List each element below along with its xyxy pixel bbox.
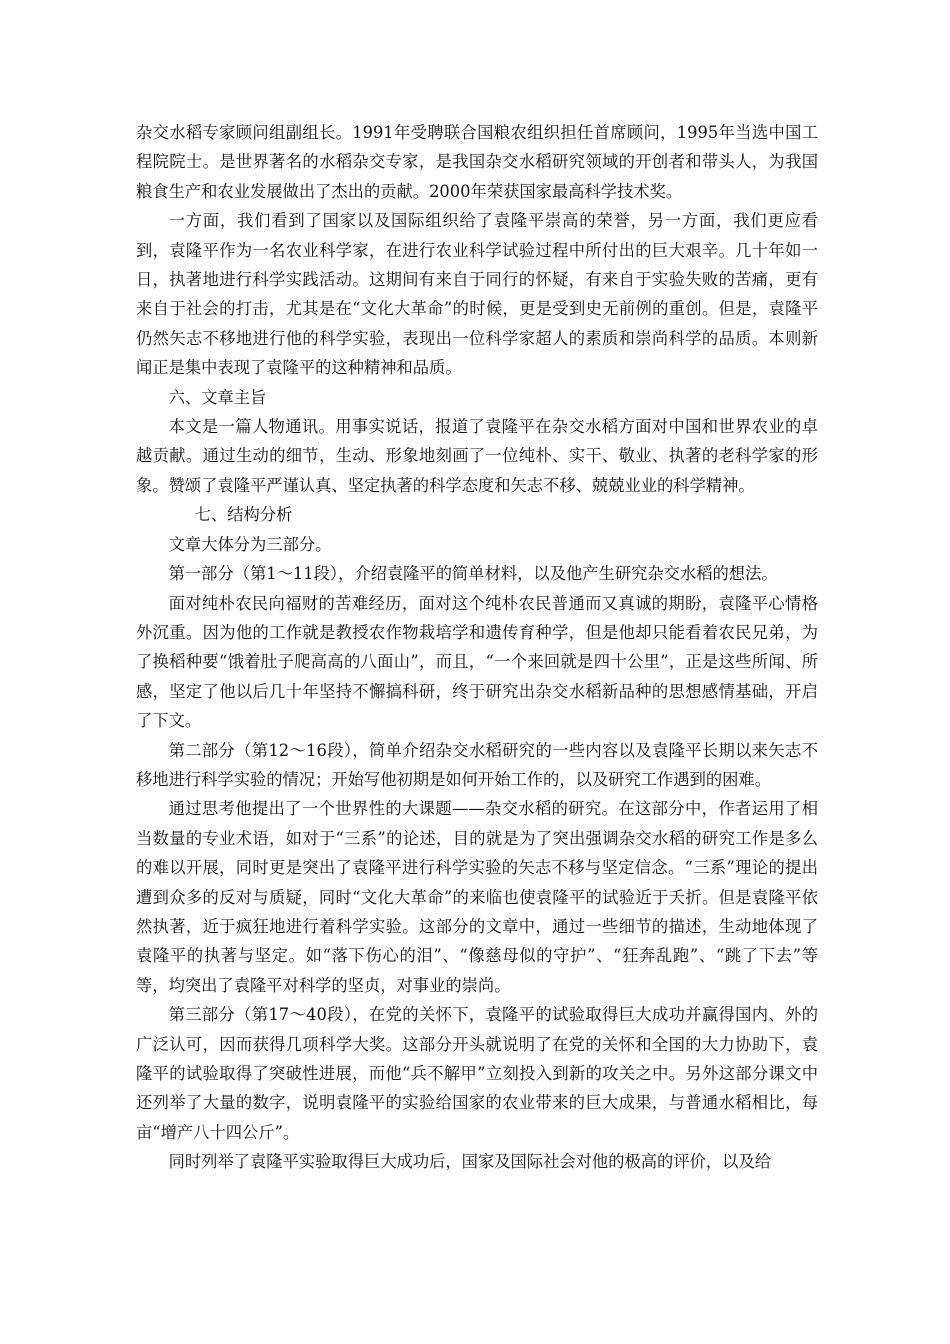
paragraph-part-two: 第二部分（第12～16段），简单介绍杂交水稻研究的一些内容以及袁隆平长期以来矢志不移地进行科学实验的情况；开始写他初期是如何开始工作的，以及研究工作遇到的困难。 [136,740,818,789]
document-page [136,118,818,1177]
section-heading-structure: 七、结构分析 [194,505,293,525]
paragraph-part-one: 第一部分（第1～11段），介绍袁隆平的简单材料，以及他产生研究杂交水稻的想法。 [168,564,778,584]
paragraph-continuation: 杂交水稻专家顾问组副组长。1991年受聘联合国粮农组织担任首席顾问，1995年当选中国工程院院士。是世界著名的水稻杂交专家，是我国杂交水稻研究领域的开创者和带头人，为我国粮食生产和农业发展做出了杰出的贡献。2000年荣获国家最高科学技术奖。 [136,123,818,201]
paragraph-part-three-detail: 同时列举了袁隆平实验取得巨大成功后，国家及国际社会对他的极高的评价，以及给 [168,1152,772,1172]
paragraph-part-one-detail: 面对纯朴农民向福财的苦难经历，面对这个纯朴农民普通而又真诚的期盼，袁隆平心情格外沉重。因为他的工作就是教授农作物栽培学和遗传育种学，但是他却只能看着农民兄弟，为了换稻种要“饿着肚子爬高高的八面山”，而且，“一个来回就是四十公里”，正是这些所闻、所感，坚定了他以后几十年坚持不懈搞科研，终于研究出杂交水稻新品种的思想感情基础，开启了下文。 [136,593,818,731]
paragraph-honors-and-hardship: 一方面，我们看到了国家以及国际组织给了袁隆平崇高的荣誉，另一方面，我们更应看到，袁隆平作为一名农业科学家，在进行农业科学试验过程中所付出的巨大艰辛。几十年如一日，执著地进行科学实践活动。这期间有来自于同行的怀疑，有来自于实验失败的苦痛，更有来自于社会的打击，尤其是在“文化大革命”的时候，更是受到史无前例的重创。但是，袁隆平仍然矢志不移地进行他的科学实验，表现出一位科学家超人的素质和崇尚科学的品质。本则新闻正是集中表现了袁隆平的这种精神和品质。 [136,211,818,378]
paragraph-structure-intro: 文章大体分为三部分。 [168,534,332,554]
paragraph-theme: 本文是一篇人物通讯。用事实说话，报道了袁隆平在杂交水稻方面对中国和世界农业的卓越贡献。通过生动的细节，生动、形象地刻画了一位纯朴、实干、敬业、执著的老科学家的形象。赞颂了袁隆平严谨认真、坚定执著的科学态度和矢志不移、兢兢业业的科学精神。 [136,417,818,495]
section-heading-theme: 六、文章主旨 [168,387,267,407]
paragraph-part-three: 第三部分（第17～40段），在党的关怀下，袁隆平的试验取得巨大成功并赢得国内、外的广泛认可，因而获得几项科学大奖。这部分开头就说明了在党的关怀和全国的大力协助下，袁隆平的试验取得了突破性进展，而他“兵不解甲”立刻投入到新的攻关之中。另外这部分课文中还列举了大量的数字，说明袁隆平的实验给国家的农业带来的巨大成果，与普通水稻相比，每亩“增产八十四公斤”。 [136,1005,818,1142]
paragraph-part-two-detail: 通过思考他提出了一个世界性的大课题——杂交水稻的研究。在这部分中，作者运用了相当数量的专业术语，如对于“三系”的论述，目的就是为了突出强调杂交水稻的研究工作是多么的难以开展，同时更是突出了袁隆平进行科学实验的矢志不移与坚定信念。“三系”理论的提出遭到众多的反对与质疑，同时“文化大革命”的来临也使袁隆平的试验近于夭折。但是袁隆平依然执著，近于疯狂地进行着科学实验。这部分的文章中，通过一些细节的描述，生动地体现了袁隆平的执著与坚定。如“落下伤心的泪”、“像慈母似的守护”、“狂奔乱跑”、“跳了下去”等等，均突出了袁隆平对科学的坚贞，对事业的崇尚。 [136,799,818,995]
